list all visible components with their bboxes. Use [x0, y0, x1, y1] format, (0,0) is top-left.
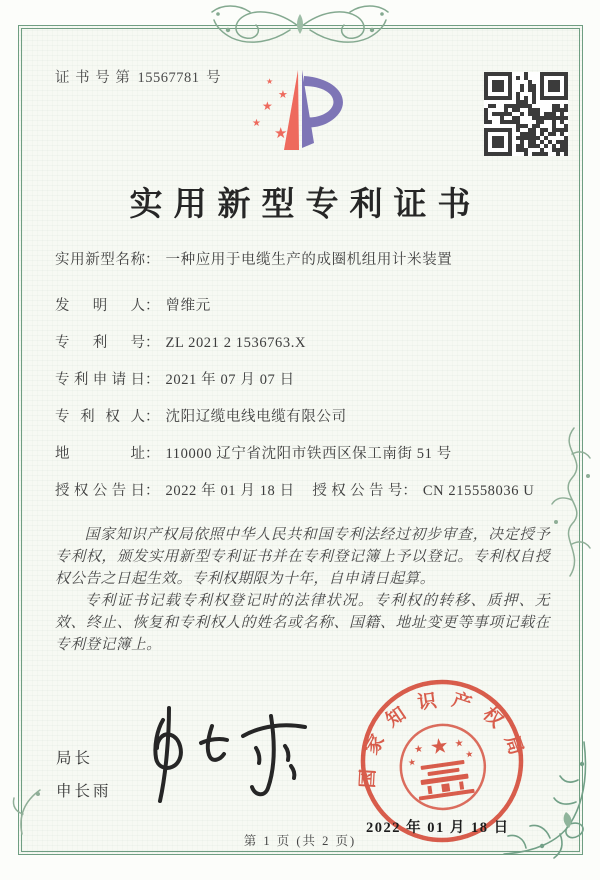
- field-value: 沈阳辽缆电线电缆有限公司: [165, 409, 347, 425]
- field-label: 专利申请日: [55, 372, 145, 388]
- cnipa-logo-icon: [238, 62, 372, 166]
- field-label: 授权公告日: [55, 483, 145, 499]
- field-value: 一种应用于电缆生产的成圈机组用计米装置: [165, 252, 453, 268]
- field-label: 专利权人: [55, 409, 145, 425]
- cert-number-prefix: 证 书 号 第: [55, 70, 131, 86]
- logo-p-bowl: [304, 76, 343, 127]
- field-label: 专利号: [55, 335, 145, 351]
- logo-star: ★: [278, 89, 288, 101]
- qr-code: [484, 72, 568, 156]
- field-row-filing-date: [55, 370, 555, 391]
- field-colon: ：: [145, 483, 160, 499]
- seal-emblem: [405, 730, 479, 802]
- legal-statement: 专利证书记载专利权登记时的法律状况。专利权的转移、质押、无效、终止、恢复和专利权人的姓名或名称、国籍、地址变更等事项记载在专利登记簿上。: [55, 593, 550, 653]
- field-label: 发明人: [55, 298, 145, 314]
- field-value: 2021 年 07 月 07 日: [165, 372, 295, 388]
- grant-number-pair: [312, 483, 534, 499]
- signature-handwriting: [115, 698, 330, 810]
- field-value: ZL 2021 2 1536763.X: [165, 335, 307, 351]
- field-label: 地址: [55, 446, 145, 462]
- cert-number-suffix: 号: [206, 70, 222, 86]
- logo-star: ★: [266, 77, 274, 86]
- field-row-inventor: [55, 296, 555, 317]
- certificate-title: 实用新型专利证书: [129, 187, 482, 223]
- field-value: 2022 年 01 月 18 日: [165, 483, 295, 499]
- grant-statement: 国家知识产权局依照中华人民共和国专利法经过初步审查，决定授予专利权，颁发实用新型专利证书并在专利登记簿上予以登记。专利权自授权公告之日起生效。专利权期限为十年，自申请日起算。: [55, 527, 550, 587]
- emblem-gate: [415, 759, 475, 800]
- field-row-name: [55, 250, 555, 271]
- signer-title: 局长: [56, 750, 94, 767]
- page-footer: 第 1 页 (共 2 页): [243, 834, 357, 848]
- emblem-star-small: ★: [407, 756, 417, 768]
- grant-date-pair: [55, 483, 298, 499]
- field-colon: ：: [145, 298, 160, 314]
- fields-block: [55, 250, 555, 518]
- field-colon: ：: [402, 483, 417, 499]
- logo-star: ★: [252, 118, 261, 129]
- field-value: CN 215558036 U: [422, 483, 535, 499]
- field-label: 授权公告号: [312, 483, 403, 499]
- field-value: 110000 辽宁省沈阳市铁西区保工南街 51 号: [165, 446, 452, 462]
- cert-number: [55, 66, 222, 87]
- field-row-patent-number: [55, 333, 555, 354]
- statement-block: [55, 524, 550, 656]
- field-colon: ：: [145, 409, 160, 425]
- seal-agency-text: 国家知识产权局: [357, 688, 531, 789]
- logo-star: ★: [274, 126, 288, 142]
- field-label: 实用新型名称: [55, 252, 145, 268]
- emblem-star-small: ★: [454, 737, 465, 750]
- field-row-address: [55, 444, 555, 465]
- signer-name: 申长雨: [56, 783, 112, 800]
- emblem-star-large: ★: [428, 733, 451, 760]
- field-colon: ：: [145, 372, 160, 388]
- field-colon: ：: [145, 335, 160, 351]
- field-colon: ：: [145, 252, 160, 268]
- field-value: 曾维元: [165, 298, 211, 314]
- field-colon: ：: [145, 446, 160, 462]
- cert-number-value: 15567781: [137, 70, 200, 86]
- emblem-star-small: ★: [413, 743, 424, 756]
- signer-block: [56, 742, 112, 808]
- emblem-star-small: ★: [464, 748, 475, 760]
- seal-date: 2022 年 01 月 18 日: [366, 820, 510, 836]
- field-row-patentee: [55, 407, 555, 428]
- field-row-grant: [55, 481, 555, 502]
- logo-star: ★: [262, 99, 273, 113]
